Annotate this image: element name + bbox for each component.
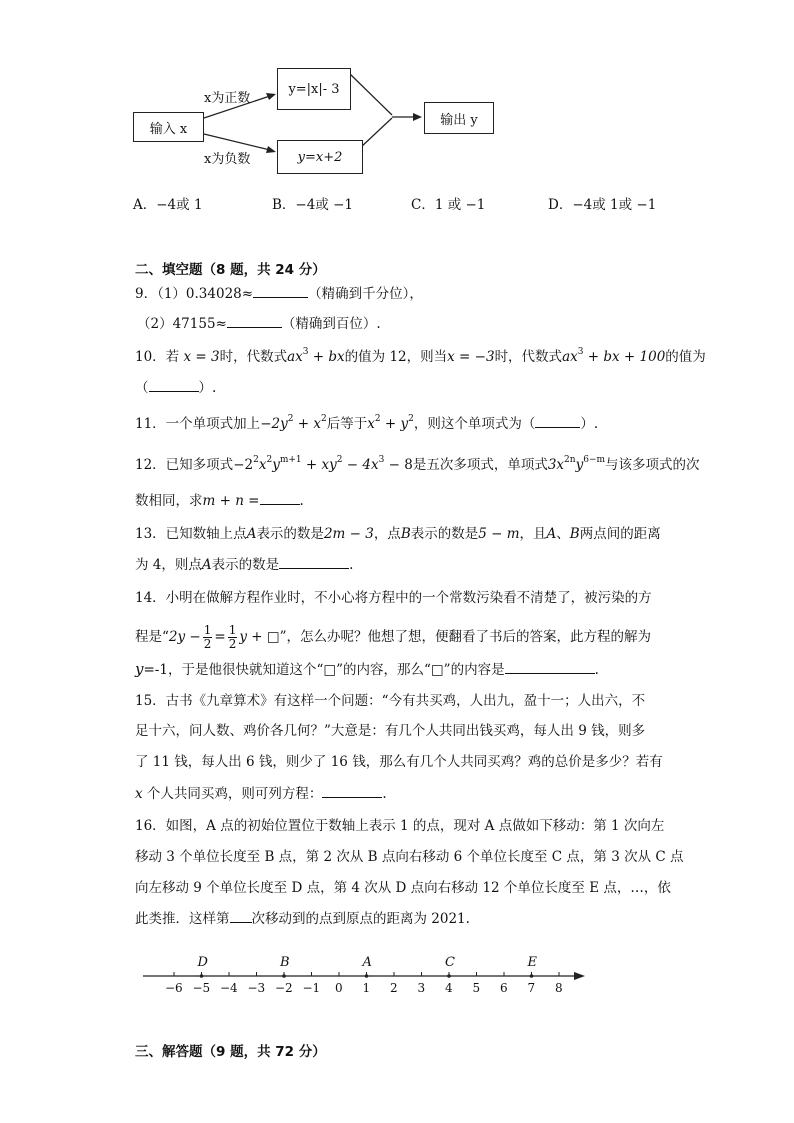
- point-dot: [200, 974, 204, 978]
- tick-label: 4: [445, 981, 453, 995]
- q16-line4: 此类推．这样第 次移动到的点到原点的距离为 2021.: [135, 911, 470, 927]
- q13-line2: 为 4，则点A表示的数是 .: [135, 557, 354, 573]
- q10-line2: （ ）.: [135, 380, 217, 396]
- tick-label: 7: [527, 981, 536, 995]
- q9-line2: （2）47155≈ （精确到百位）.: [137, 316, 381, 332]
- negative-label: x为负数: [204, 152, 251, 167]
- tick-label: 0: [335, 981, 343, 995]
- point-dot: [282, 974, 286, 978]
- tick-label: 2: [390, 981, 398, 995]
- tick-label: 8: [555, 981, 563, 995]
- q14-line3: y=-1，于是他很快就知道这个“□”的内容，那么“□”的内容是 .: [135, 660, 599, 678]
- point-label: C: [445, 955, 455, 970]
- q12-line1: 12．已知多项式$-2^2x^2y^{m+1} + xy^2 - 4x^3 - 8$是五次多项式，单项式$3x^{2n}y^{6-m}$与该多项式的次: [135, 455, 700, 473]
- q9-line1: 9．（1）0.34028≈ （精确到千分位），: [135, 286, 423, 302]
- option-c: C．1 或 −1: [411, 197, 486, 213]
- q15-line4: x 个人共同买鸡，则可列方程： .: [135, 786, 387, 802]
- q16-line2: 移动 3 个单位长度至 B 点，第 2 次从 B 点向右移动 6 个单位长度至 C 点，第 3 次从 C 点: [135, 849, 684, 865]
- point-label: E: [527, 955, 537, 970]
- q14-line1: 14．小明在做解方程作业时，不小心将方程中的一个常数污染看不清楚了，被污染的方: [135, 590, 652, 606]
- point-dot: [365, 974, 369, 978]
- q11: 11．一个单项式加上$-2y^2 + x^2$后等于$x^2 + y^2$，则这个单项式为（ ）.: [135, 414, 599, 432]
- flowchart-arrows: [0, 0, 794, 200]
- positive-label: x为正数: [204, 91, 251, 106]
- func-neg-box: [277, 140, 363, 174]
- tick-label: 3: [417, 981, 426, 995]
- point-dot: [447, 974, 451, 978]
- tick-label: −1: [302, 981, 321, 995]
- point-label: B: [280, 955, 290, 970]
- output-label: 输出 y: [440, 112, 478, 128]
- tick-label: 6: [500, 981, 508, 995]
- output-box: [424, 102, 494, 134]
- func-pos-box: [277, 68, 351, 110]
- q15-line3: 了 11 钱，每人出 6 钱，则少了 16 钱，那么有几个人共同买鸡？鸡的总价是多少？若有: [135, 754, 663, 770]
- tick-label: −6: [165, 981, 183, 995]
- tick-label: 5: [472, 981, 481, 995]
- tick-label: −5: [192, 981, 211, 995]
- option-b: B．−4或 −1: [272, 197, 354, 213]
- q12-line2: 数相同，求m + n = .: [135, 493, 304, 509]
- func-pos: y=|x|- 3: [288, 81, 340, 97]
- q15-line1: 15．古书《九章算术》有这样一个问题：“今有共买鸡，人出九，盈十一；人出六，不: [135, 693, 646, 709]
- section3-title: 三、解答题（9 题，共 72 分）: [135, 1044, 326, 1060]
- tick-label: 1: [362, 981, 371, 995]
- tick-label: −4: [220, 981, 238, 995]
- q10-line1: 10．若 x = 3时，代数式$ax^3$ + bx的值为 12，则当x = −3时，代数式$ax^3$ + bx + 100的值为: [135, 347, 706, 365]
- tick-label: −2: [275, 981, 293, 995]
- input-box: [133, 112, 204, 142]
- point-label: A: [362, 955, 372, 970]
- input-label: 输入 x: [149, 121, 188, 137]
- point-label: D: [197, 955, 208, 970]
- q16-line3: 向左移动 9 个单位长度至 D 点，第 4 次从 D 点向右移动 12 个单位长度至 E 点，…，依: [135, 880, 671, 896]
- section2-title: 二、填空题（8 题，共 24 分）: [135, 262, 326, 278]
- q15-line2: 足十六，问人数、鸡价各几何？”大意是：有几个人共同出钱买鸡，每人出 9 钱，则多: [135, 723, 646, 739]
- option-d: D．−4或 1或 −1: [548, 197, 657, 213]
- func-neg: y=x+2: [297, 149, 343, 165]
- tick-label: −3: [247, 981, 266, 995]
- q13-line1: 13．已知数轴上点A表示的数是2m − 3，点B表示的数是5 − m，且A、B两点间的距离: [135, 526, 661, 542]
- q14-line2: 程是“2y − $\frac{1}{2}$ = $\frac{1}{2}$ y + □”，怎么办呢？他想了想，便翻看了书后的答案，此方程的解为: [135, 623, 652, 651]
- option-a: A．−4或 1: [133, 197, 203, 213]
- point-dot: [530, 974, 534, 978]
- q16-line1: 16．如图，A 点的初始位置位于数轴上表示 1 的点，现对 A 点做如下移动：第 1 次向左: [135, 818, 665, 834]
